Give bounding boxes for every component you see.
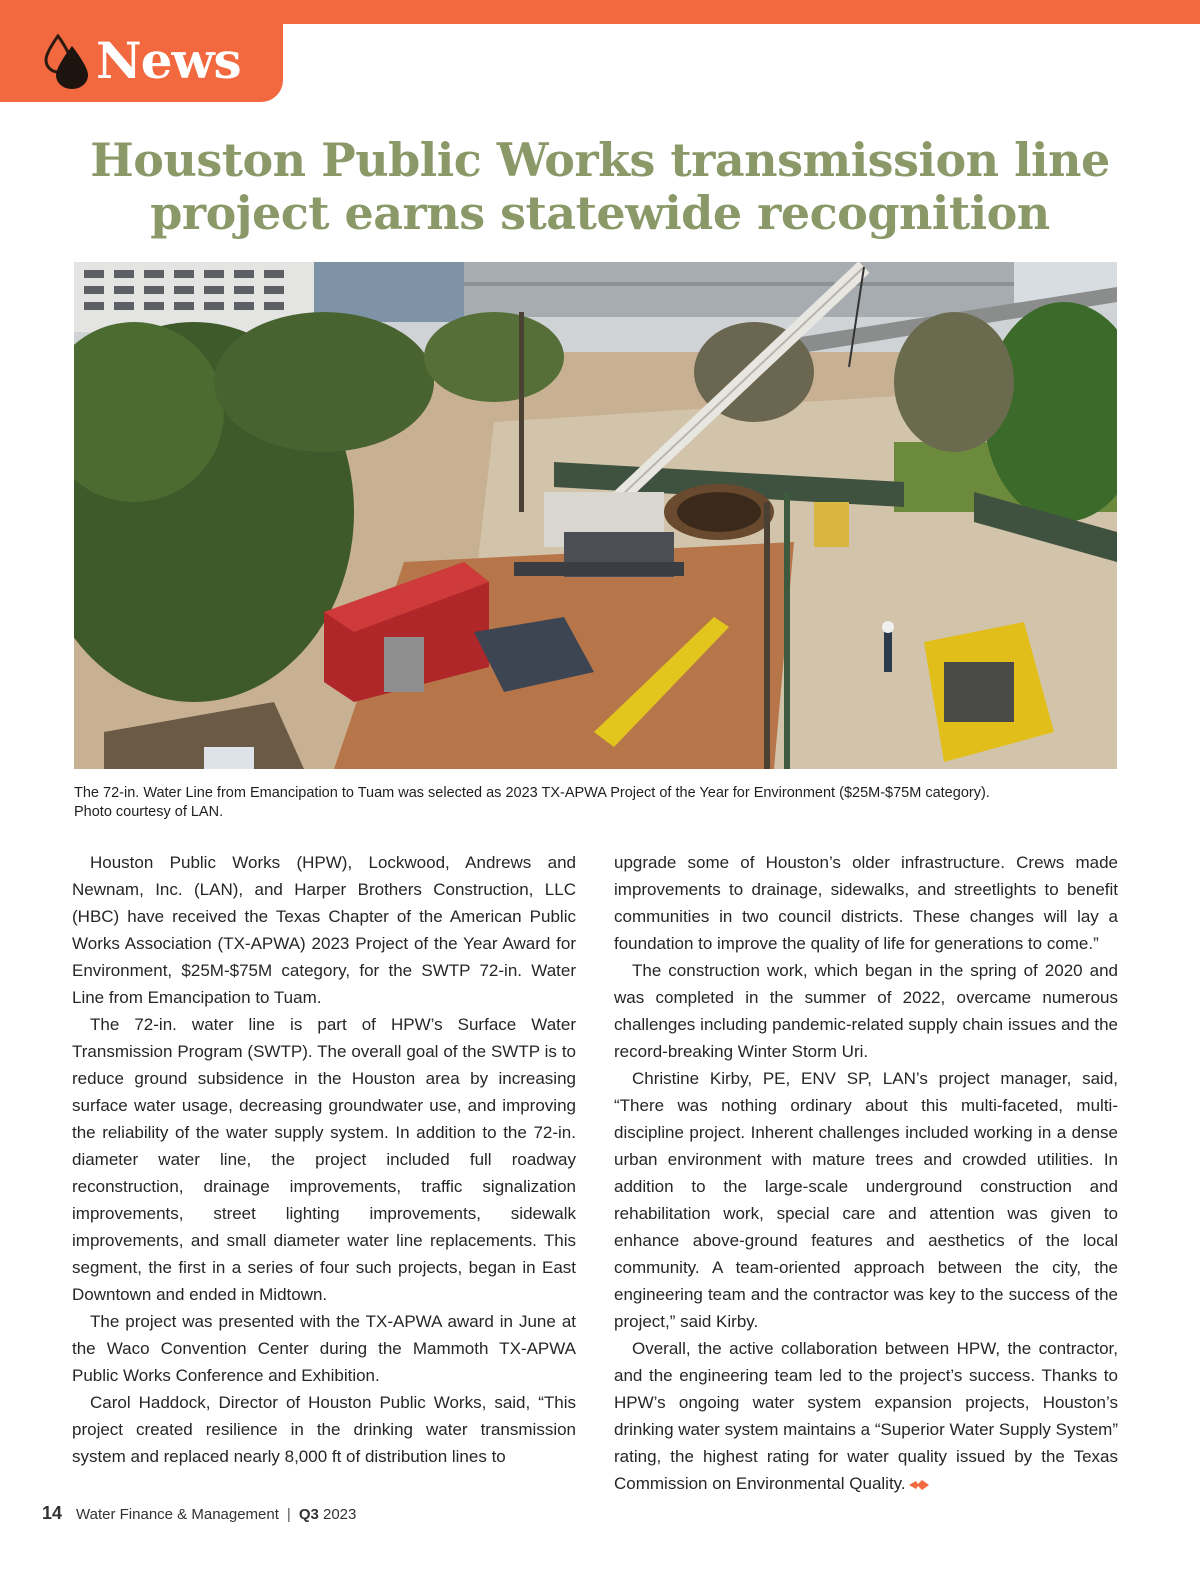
- issue-year: 2023: [323, 1506, 357, 1523]
- section-label: News: [96, 31, 241, 90]
- article-headline: Houston Public Works transmission line project earns statewide recognition: [90, 133, 1110, 240]
- photo-caption: [74, 784, 1117, 822]
- caption-line-2: Photo courtesy of LAN.: [74, 804, 224, 820]
- body-paragraph-last: [614, 1335, 1118, 1497]
- page-footer: [42, 1500, 356, 1526]
- body-paragraph: The 72-in. water line is part of HPW’s Surface Water Transmission Program (SWTP). The overall goal of the SWTP is to reduce ground subsidence in the Houston area by increasing surface water usage, decreasing groundwater use, and improving the reliability of the water supply system. In addition to the 72-in. diameter water line, the project included full roadway reconstruction, drainage improvements, traffic signalization improvements, street lighting improvements, sidewalk improvements, and small diameter water line replacements. This segment, the first in a series of four such projects, began in East Downtown and ended in Midtown.: [72, 1015, 576, 1304]
- body-paragraph-continued: upgrade some of Houston’s older infrastructure. Crews made improvements to drainage, sidewalks, and streetlights to benefit communities in two council districts. These changes will lay a foundation to improve the quality of life for generations to come.”: [614, 853, 1118, 953]
- caption-line-1: The 72-in. Water Line from Emancipation to Tuam was selected as 2023 TX-APWA Project of the Year for Environment ($25M-$75M category).: [74, 785, 990, 801]
- issue-quarter: Q3: [298, 1506, 319, 1523]
- aerial-construction-site-photo: [74, 262, 1117, 769]
- body-paragraph-text: Overall, the active collaboration between HPW, the contractor, and the engineering team led to the project’s success. Thanks to HPW’s ongoing water system expansion projects, Houston’s drinking water system maintains a “Superior Water Supply System” rating, the highest rating for water quality issued by the Texas Commission on Environmental Quality.: [614, 1339, 1118, 1493]
- body-paragraph: The construction work, which began in the spring of 2020 and was completed in the summer of 2022, overcame numerous challenges including pandemic-related supply chain issues and the record-breaking Winter Storm Uri.: [614, 961, 1118, 1061]
- publication-name: Water Finance & Management: [76, 1506, 279, 1523]
- body-paragraph: Christine Kirby, PE, ENV SP, LAN’s project manager, said, “There was nothing ordinary about this multi-faceted, multi-discipline project. Inherent challenges included working in a dense urban environment with mature trees and crowded utilities. In addition to the large-scale underground construction and rehabilitation work, special care and attention was given to enhance above-ground features and aesthetics of the local community. A team-oriented approach between the city, the engineering team and the contractor was key to the success of the project,” said Kirby.: [614, 1069, 1118, 1331]
- body-paragraph: The project was presented with the TX-APWA award in June at the Waco Convention Center during the Mammoth TX-APWA Public Works Conference and Exhibition.: [72, 1312, 576, 1385]
- body-column-right: [614, 849, 1118, 1497]
- page-number: 14: [42, 1503, 63, 1523]
- body-paragraph: Carol Haddock, Director of Houston Public Works, said, “This project created resilience in the drinking water transmission system and replaced nearly 8,000 ft of distribution lines to: [72, 1393, 576, 1466]
- end-of-article-mark-icon: [908, 1479, 930, 1491]
- oil-drop-icon: [44, 32, 92, 90]
- body-paragraph: Houston Public Works (HPW), Lockwood, Andrews and Newnam, Inc. (LAN), and Harper Brothers Construction, LLC (HBC) have received the Texas Chapter of the American Public Works Association (TX-APWA) 2023 Project of the Year Award for Environment, $25M-$75M category, for the SWTP 72-in. Water Line from Emancipation to Tuam.: [72, 853, 576, 1007]
- body-column-left: [72, 849, 576, 1470]
- footer-separator: |: [286, 1506, 291, 1523]
- section-tab: [0, 0, 283, 102]
